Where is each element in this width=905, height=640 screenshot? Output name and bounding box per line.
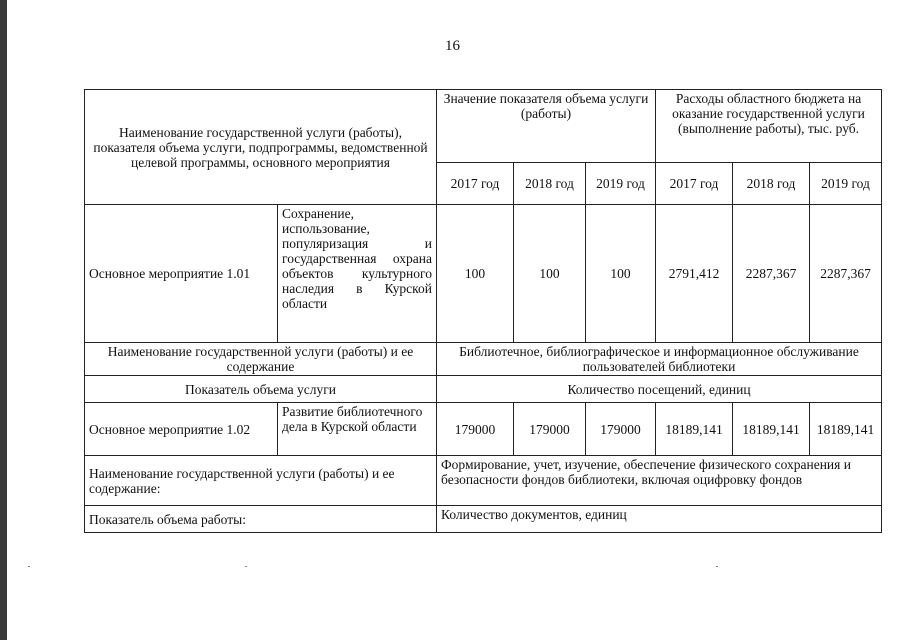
row-label: Основное мероприятие 1.02	[85, 403, 278, 456]
row-value: 100	[586, 205, 656, 343]
page-number: 16	[445, 38, 460, 54]
scan-artifact-dots	[0, 566, 905, 570]
header-year: 2017 год	[656, 163, 733, 205]
indicator-value: Количество посещений, единиц	[437, 376, 882, 403]
service-label: Наименование государственной услуги (работы) и ее содержание	[85, 343, 437, 376]
services-table	[84, 89, 882, 533]
row-value: 179000	[514, 403, 586, 456]
row-value: 100	[437, 205, 514, 343]
table-header-row	[85, 90, 882, 163]
indicator-value: Количество документов, единиц	[437, 506, 882, 533]
indicator-label: Показатель объема услуги	[85, 376, 437, 403]
header-year: 2018 год	[514, 163, 586, 205]
header-year: 2017 год	[437, 163, 514, 205]
indicator-label: Показатель объема работы:	[85, 506, 437, 533]
row-label: Основное мероприятие 1.01	[85, 205, 278, 343]
service-value: Формирование, учет, изучение, обеспечение физического сохранения и безопасности фондов библиотеки, включая оцифровку фондов	[437, 456, 882, 506]
header-value-group: Значение показателя объема услуги (работы)	[437, 90, 656, 163]
row-description: Сохранение, использование, популяризация и государственная охрана объектов культурного наследия в Курской области	[278, 205, 437, 343]
row-value: 2791,412	[656, 205, 733, 343]
header-year: 2018 год	[733, 163, 810, 205]
header-year: 2019 год	[810, 163, 882, 205]
table-row	[85, 343, 882, 376]
table-row	[85, 403, 882, 456]
scan-left-edge	[0, 0, 7, 640]
row-value: 18189,141	[656, 403, 733, 456]
row-description: Развитие библиотечного дела в Курской области	[278, 403, 437, 456]
table-row	[85, 205, 882, 343]
header-year: 2019 год	[586, 163, 656, 205]
service-label: Наименование государственной услуги (работы) и ее содержание:	[85, 456, 437, 506]
row-value: 2287,367	[733, 205, 810, 343]
row-value: 179000	[437, 403, 514, 456]
row-value: 179000	[586, 403, 656, 456]
table-row	[85, 376, 882, 403]
row-value: 18189,141	[810, 403, 882, 456]
service-value: Библиотечное, библиографическое и информационное обслуживание пользователей библиотеки	[437, 343, 882, 376]
table-row	[85, 456, 882, 506]
row-value: 100	[514, 205, 586, 343]
table-row	[85, 506, 882, 533]
header-name-cell: Наименование государственной услуги (работы), показателя объема услуги, подпрограммы, ведомственной целевой программы, основного мероприятия	[85, 90, 437, 205]
header-expense-group: Расходы областного бюджета на оказание государственной услуги (выполнение работы), тыс. руб.	[656, 90, 882, 163]
row-value: 18189,141	[733, 403, 810, 456]
row-value: 2287,367	[810, 205, 882, 343]
